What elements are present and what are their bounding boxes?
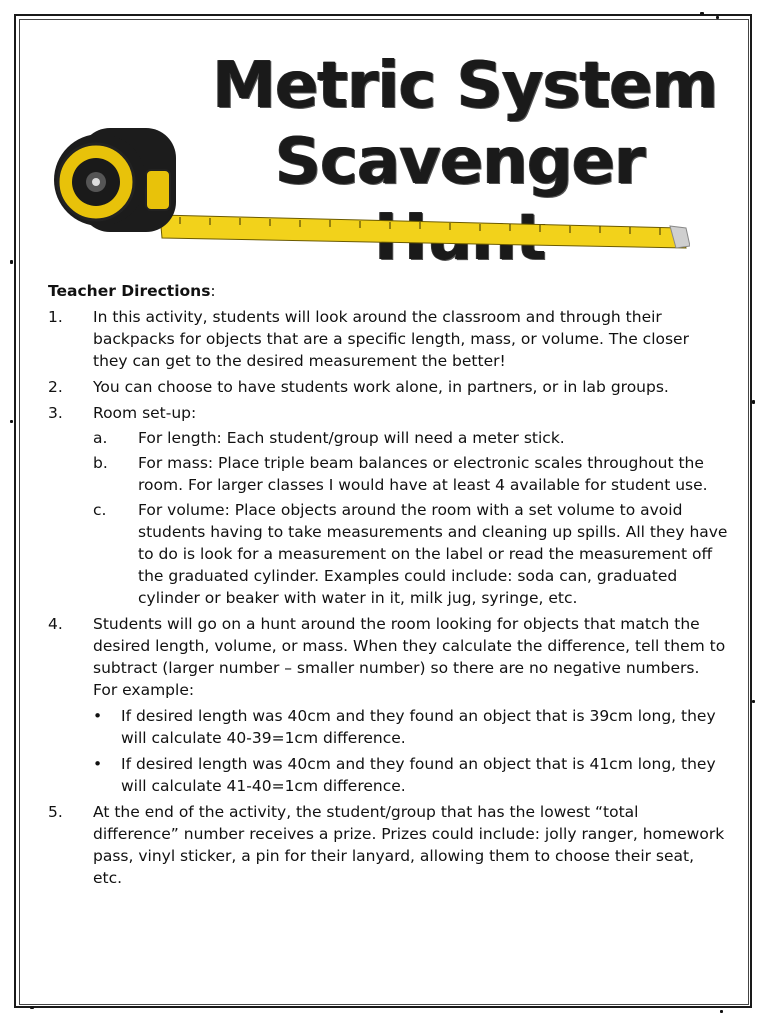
sub-item-text: For mass: Place triple beam balances or electronic scales throughout the room. For larger classes I would have at least 4 available for student use. — [138, 454, 708, 494]
list-item — [48, 613, 728, 797]
item-number: 5. — [48, 803, 63, 821]
border-speck — [10, 420, 13, 423]
item-text: You can choose to have students work alone, in partners, or in lab groups. — [93, 378, 669, 396]
list-item — [48, 306, 728, 372]
border-speck — [720, 1010, 723, 1013]
item-number: 3. — [48, 404, 63, 422]
sub-item — [93, 452, 728, 496]
item-text: Room set-up: — [93, 404, 197, 422]
item-text: In this activity, students will look around the classroom and through their backpacks for objects that are a specific length, mass, or volume. The closer they can get to the desired measurement the better! — [93, 308, 689, 370]
border-speck — [752, 400, 755, 404]
sub-item-text: For volume: Place objects around the room with a set volume to avoid students having to take measurements and cleaning up spills. All they have to do is look for a measurement on the label or read the measurement off the graduated cylinder. Examples could include: soda can, graduated cylinder or beaker with water in it, milk jug, syringe, etc. — [138, 501, 728, 607]
border-speck — [10, 260, 13, 264]
border-speck — [700, 12, 704, 15]
heading-label: Teacher Directions — [48, 282, 211, 300]
sub-item-letter: b. — [93, 454, 108, 472]
teacher-directions — [48, 280, 728, 893]
list-item — [48, 402, 728, 609]
sub-item-letter: a. — [93, 429, 108, 447]
sub-list — [93, 427, 728, 609]
border-speck — [752, 700, 755, 703]
bullet-dot: • — [93, 707, 103, 725]
bullet-text: If desired length was 40cm and they found an object that is 41cm long, they will calculate 41-40=1cm difference. — [121, 755, 716, 795]
sub-item — [93, 427, 728, 449]
list-item — [48, 801, 728, 889]
item-text: At the end of the activity, the student/group that has the lowest “total difference” number receives a prize. Prizes could include: jolly ranger, homework pass, vinyl sticker, a pin for their lanyard, allowing them to choose their seat, etc. — [93, 803, 725, 887]
bullet-item — [93, 753, 728, 797]
item-text: Students will go on a hunt around the room looking for objects that match the desired length, volume, or mass. When they calculate the difference, tell them to subtract (larger number – smaller number) so there are no negative numbers. For example: — [93, 615, 726, 699]
sub-item-letter: c. — [93, 501, 107, 519]
heading-colon: : — [210, 282, 216, 300]
list-item — [48, 376, 728, 398]
item-number: 2. — [48, 378, 63, 396]
tape-measure-icon — [50, 120, 690, 270]
bullet-dot: • — [93, 755, 103, 773]
sub-item — [93, 499, 728, 609]
bullet-item — [93, 705, 728, 749]
sub-item-text: For length: Each student/group will need a meter stick. — [138, 429, 565, 447]
directions-heading — [48, 280, 728, 302]
title-line-2: Scavenger — [275, 125, 645, 199]
bullet-text: If desired length was 40cm and they found an object that is 39cm long, they will calculate 40-39=1cm difference. — [121, 707, 716, 747]
border-speck — [716, 16, 719, 19]
item-number: 4. — [48, 615, 63, 633]
item-number: 1. — [48, 308, 63, 326]
title-line-1: Metric System — [212, 49, 718, 123]
border-speck — [30, 1006, 34, 1009]
